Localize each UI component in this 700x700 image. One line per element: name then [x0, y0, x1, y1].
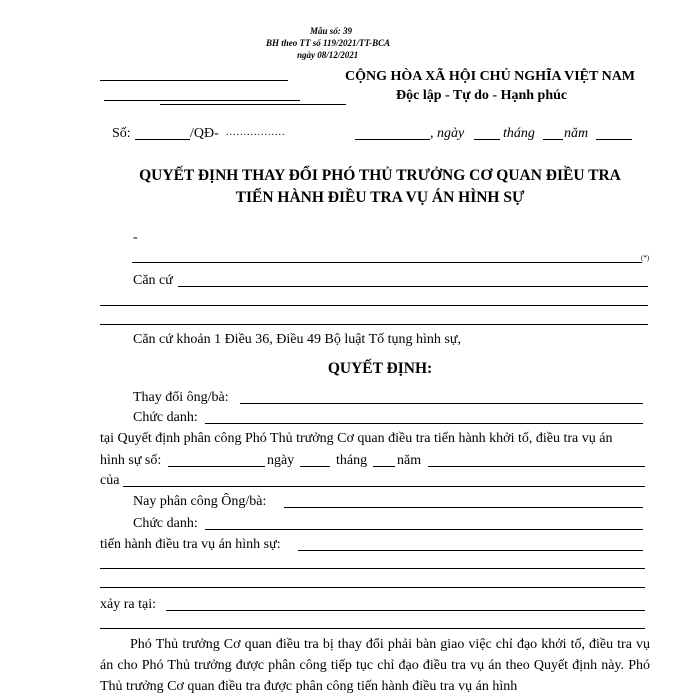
chuc-danh-2-line: [205, 529, 643, 530]
chuc-danh-1-label: Chức danh:: [133, 410, 198, 425]
country-name: CỘNG HÒA XÃ HỘI CHỦ NGHĨA VIỆT NAM: [345, 69, 636, 84]
hinh-su-ngay-line: [300, 466, 330, 467]
cua-label: của: [100, 473, 120, 488]
xay-ra-tai-line-2: [100, 628, 645, 629]
tien-hanh-line-2: [100, 568, 645, 569]
thay-doi-line: [240, 403, 643, 404]
form-code-line-3: ngày 08/12/2021: [297, 50, 359, 60]
can-cu-label: Căn cứ: [133, 273, 173, 288]
note-mark: (*): [641, 254, 650, 262]
title-line-2: TIẾN HÀNH ĐIỀU TRA VỤ ÁN HÌNH SỰ: [235, 189, 525, 206]
tien-hanh-line-3: [100, 587, 645, 588]
month-blank: [543, 139, 563, 140]
nay-phan-cong-line: [284, 507, 643, 508]
agency-line-1: [100, 80, 288, 81]
tien-hanh-line: [298, 550, 643, 551]
xay-ra-tai-label: xảy ra tại:: [100, 597, 156, 612]
can-cu-line-3: [100, 324, 648, 325]
preamble-dash: -: [133, 230, 138, 245]
hinh-su-thang-line: [373, 466, 395, 467]
so-label: Số:: [112, 126, 131, 141]
hinh-su-thang-label: tháng: [336, 453, 368, 468]
can-cu-line-1: [178, 286, 648, 287]
cua-line: [123, 486, 645, 487]
xay-ra-tai-line: [166, 610, 645, 611]
tien-hanh-label: tiến hành điều tra vụ án hình sự:: [100, 537, 281, 552]
form-code-line-1: Mẫu số: 39: [310, 26, 353, 36]
agency-line-2: [104, 100, 300, 101]
thay-doi-label: Thay đổi ông/bà:: [133, 390, 229, 405]
can-cu-line-2: [100, 305, 648, 306]
hinh-su-so-line: [168, 466, 265, 467]
ngay-label: , ngày: [430, 126, 465, 141]
qd-label: /QĐ-: [190, 126, 219, 141]
closing-paragraph-text: Phó Thủ trưởng Cơ quan điều tra bị thay đổi phải bàn giao việc chỉ đạo khởi tố, điều tra vụ án cho Phó Thủ trưởng được phân công tiếp tục chỉ đạo điều tra vụ án theo Quyết định này. Phó Thủ trưởng Cơ quan điều tra được phân công tiến hành điều tra vụ án hình: [100, 637, 650, 694]
chuc-danh-2-label: Chức danh:: [133, 516, 198, 531]
hinh-su-nam-label: năm: [397, 453, 422, 468]
decision-heading: QUYẾT ĐỊNH:: [327, 360, 433, 377]
preamble-line: [132, 262, 630, 263]
tai-qd-text: tại Quyết định phân công Phó Thủ trưởng Cơ quan điều tra tiến hành khởi tố, điều tra vụ án: [100, 431, 613, 446]
hinh-su-so-label: hình sự số:: [100, 453, 162, 468]
place-blank: [355, 139, 430, 140]
hinh-su-nam-line: [428, 466, 645, 467]
year-blank: [596, 139, 632, 140]
title-line-1: QUYẾT ĐỊNH THAY ĐỔI PHÓ THỦ TRƯỞNG CƠ QUAN ĐIỀU TRA: [139, 167, 621, 184]
nam-label: năm: [564, 126, 589, 141]
form-code-line-2: BH theo TT số 119/2021/TT-BCA: [266, 38, 391, 48]
national-motto: Độc lập - Tự do - Hạnh phúc: [396, 88, 568, 103]
nay-phan-cong-label: Nay phân công Ông/bà:: [133, 494, 267, 509]
so-blank: [135, 139, 190, 140]
thang-label: tháng: [503, 126, 535, 141]
agency-underline: [160, 104, 346, 105]
chuc-danh-1-line: [205, 423, 643, 424]
legal-basis: Căn cứ khoản 1 Điều 36, Điều 49 Bộ luật Tố tụng hình sự,: [133, 332, 461, 347]
day-blank: [474, 139, 500, 140]
preamble-line-end: [630, 262, 642, 263]
closing-paragraph: [100, 634, 650, 697]
qd-dots: .................: [226, 127, 286, 138]
hinh-su-ngay-label: ngày: [267, 453, 295, 468]
